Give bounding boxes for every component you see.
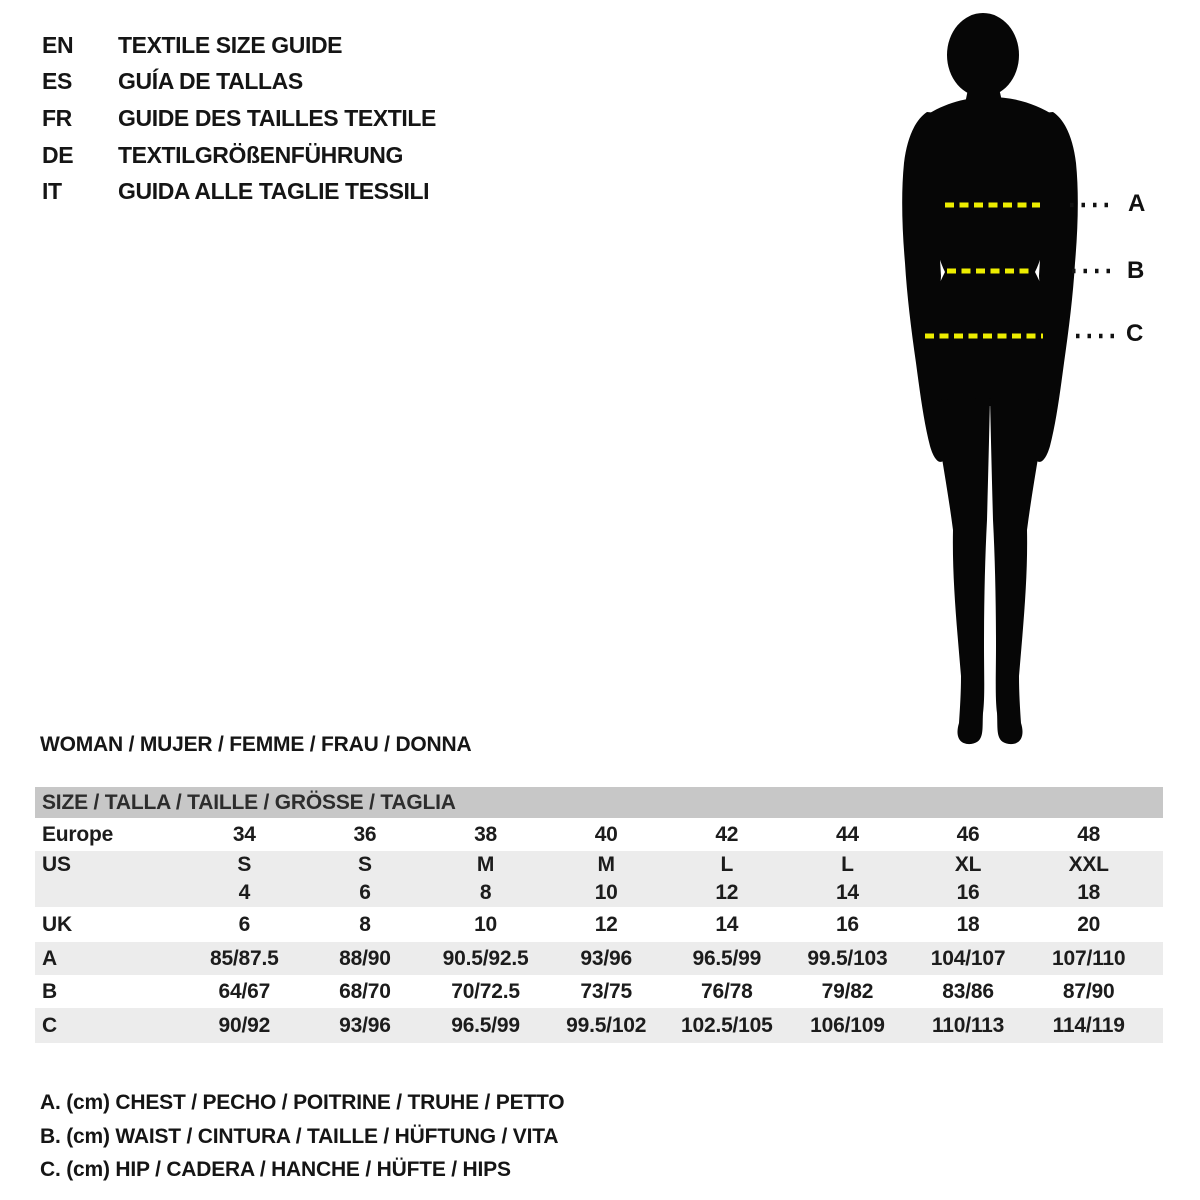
size-value-cell: 76/78 <box>701 979 753 1003</box>
language-guide-title: GUIDA ALLE TAGLIE TESSILI <box>118 178 430 205</box>
size-value-cell: 38 <box>474 822 498 846</box>
size-value-cell: 64/67 <box>218 979 271 1003</box>
size-value-cell: 16 <box>956 881 980 904</box>
size-value-cell: 106/109 <box>810 1013 885 1037</box>
measurement-legend <box>40 1086 564 1187</box>
marker-label-waist: B <box>1127 257 1145 284</box>
row-label: UK <box>42 912 72 936</box>
size-value-cell: S <box>358 853 372 876</box>
legend-line: B. (cm) WAIST / CINTURA / TAILLE / HÜFTUNG / VITA <box>40 1124 559 1148</box>
legend-line: C. (cm) HIP / CADERA / HANCHE / HÜFTE / HIPS <box>40 1158 511 1181</box>
size-value-cell: L <box>841 853 854 876</box>
language-code: ES <box>42 68 72 95</box>
row-label: A <box>42 946 57 970</box>
size-value-cell: 104/107 <box>930 946 1006 970</box>
language-title-row <box>42 173 436 210</box>
size-value-cell: 40 <box>594 822 618 846</box>
size-value-cell: 10 <box>474 912 498 936</box>
table-row <box>35 975 1163 1008</box>
table-row <box>35 907 1163 942</box>
language-title-row <box>42 64 436 101</box>
size-value-cell: 79/82 <box>821 979 874 1003</box>
size-value-cell: 83/86 <box>942 979 994 1003</box>
table-row <box>35 879 1163 907</box>
size-value-cell: 73/75 <box>580 979 632 1003</box>
silhouette-left-leg <box>933 398 990 744</box>
size-value-cell: XXL <box>1068 853 1109 876</box>
language-code: EN <box>42 31 74 58</box>
size-table-header: SIZE / TALLA / TAILLE / GRÖSSE / TAGLIA <box>35 787 1163 818</box>
row-label: Europe <box>42 822 114 846</box>
language-code: DE <box>42 141 74 168</box>
size-value-cell: 14 <box>715 912 739 936</box>
size-value-cell: S <box>237 853 252 876</box>
legend-line: A. (cm) CHEST / PECHO / POITRINE / TRUHE / PETTO <box>40 1091 565 1114</box>
size-value-cell: 99.5/102 <box>566 1013 647 1037</box>
table-row <box>35 942 1163 975</box>
size-value-cell: 68/70 <box>339 979 391 1003</box>
size-value-cell: XL <box>954 853 982 876</box>
language-guide-title: GUÍA DE TALLAS <box>118 68 303 95</box>
language-guide-title: GUIDE DES TAILLES TEXTILE <box>118 104 436 131</box>
size-value-cell: 110/113 <box>931 1013 1005 1037</box>
size-value-cell: 12 <box>715 881 739 904</box>
table-row <box>35 1008 1163 1043</box>
silhouette-torso <box>920 97 1059 406</box>
size-value-cell: 46 <box>956 822 980 846</box>
language-guide-title: TEXTILGRÖßENFÜHRUNG <box>118 141 403 168</box>
row-label: C <box>42 1013 57 1037</box>
size-value-cell: 20 <box>1077 912 1101 936</box>
size-value-cell: 85/87.5 <box>209 946 279 970</box>
size-value-cell: 88/90 <box>339 946 391 970</box>
size-value-cell: 6 <box>359 881 371 904</box>
language-title-row <box>42 27 436 64</box>
size-value-cell: 93/96 <box>339 1013 391 1037</box>
size-value-cell: 16 <box>835 912 859 936</box>
size-value-cell: 70/72.5 <box>451 979 520 1003</box>
woman-silhouette <box>850 0 1200 760</box>
table-row <box>35 851 1163 879</box>
language-title-list <box>42 27 436 210</box>
size-value-cell: 93/96 <box>580 946 632 970</box>
table-row <box>35 818 1163 851</box>
size-value-cell: 10 <box>594 881 618 904</box>
size-value-cell: 90.5/92.5 <box>442 946 529 970</box>
size-value-cell: 96.5/99 <box>451 1013 520 1037</box>
size-table-body <box>35 818 1163 1043</box>
size-value-cell: 12 <box>594 912 618 936</box>
size-value-cell: 6 <box>238 912 251 936</box>
marker-label-hip: C <box>1126 320 1144 347</box>
language-title-row <box>42 137 436 174</box>
language-code: IT <box>42 178 62 205</box>
size-value-cell: 44 <box>835 822 859 846</box>
language-guide-title: TEXTILE SIZE GUIDE <box>118 31 343 58</box>
size-value-cell: 107/110 <box>1052 946 1126 970</box>
size-value-cell: L <box>720 853 734 876</box>
size-value-cell: 48 <box>1077 822 1101 846</box>
size-value-cell: 18 <box>956 912 980 936</box>
marker-label-chest: A <box>1128 190 1146 217</box>
language-code: FR <box>42 104 72 131</box>
size-value-cell: 90/92 <box>218 1013 271 1037</box>
size-value-cell: 14 <box>835 881 859 904</box>
size-value-cell: 114/119 <box>1052 1013 1125 1037</box>
size-value-cell: 42 <box>715 822 739 846</box>
size-value-cell: 18 <box>1077 881 1101 904</box>
row-label: B <box>42 979 57 1003</box>
size-value-cell: 8 <box>479 881 492 904</box>
size-value-cell: 87/90 <box>1062 979 1115 1003</box>
size-value-cell: M <box>597 853 615 876</box>
row-label: US <box>42 853 71 876</box>
size-value-cell: 36 <box>353 822 377 846</box>
size-value-cell: M <box>476 853 495 876</box>
silhouette-right-leg <box>990 398 1047 744</box>
size-table <box>35 787 1163 1043</box>
language-title-row <box>42 100 436 137</box>
size-value-cell: 96.5/99 <box>692 946 762 970</box>
size-value-cell: 102.5/105 <box>681 1013 773 1037</box>
size-value-cell: 34 <box>232 822 256 846</box>
section-title-woman: WOMAN / MUJER / FEMME / FRAU / DONNA <box>40 733 472 756</box>
size-value-cell: 8 <box>359 912 371 936</box>
size-value-cell: 4 <box>238 881 251 904</box>
size-value-cell: 99.5/103 <box>807 946 888 970</box>
